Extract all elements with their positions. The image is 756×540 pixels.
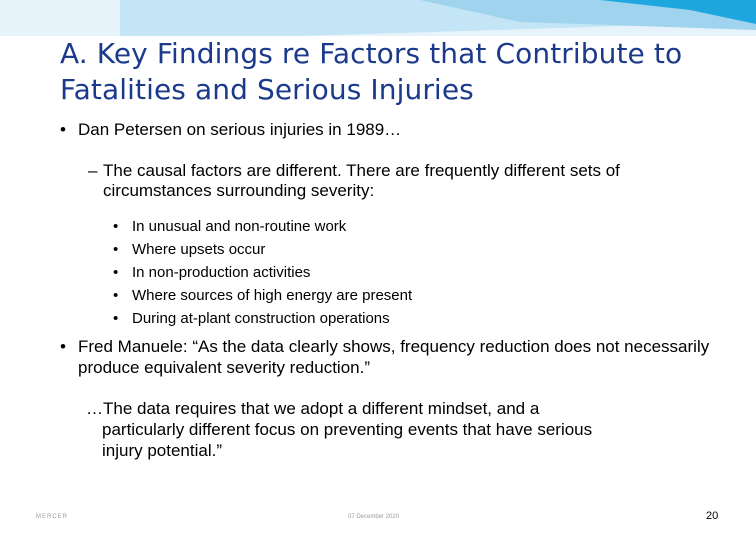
bullet-petersen bbox=[60, 120, 401, 140]
bullet-text: Fred Manuele: “As the data clearly shows, frequency reduction does not necessarily produce equivalent severity reduction.” bbox=[78, 337, 710, 377]
manuele-quote bbox=[86, 398, 706, 461]
bullet-marker: • bbox=[60, 337, 66, 356]
slide-title bbox=[60, 36, 750, 108]
quote-line-2: particularly different focus on preventing events that have serious bbox=[102, 420, 593, 439]
quote-line-1: …The data requires that we adopt a different mindset, and a bbox=[86, 399, 540, 418]
footer-date: 07 December 2020 bbox=[348, 514, 400, 520]
bullet-marker: • bbox=[113, 218, 119, 235]
list-item-text: Where upsets occur bbox=[132, 241, 266, 258]
list-item-text: In unusual and non-routine work bbox=[132, 218, 347, 235]
dash-marker: – bbox=[88, 161, 98, 180]
bullet-marker: • bbox=[60, 120, 66, 139]
footer-brand-logo: MERCER bbox=[36, 514, 69, 520]
quote-line-3: injury potential.” bbox=[102, 441, 223, 460]
bullet-text: Dan Petersen on serious injuries in 1989… bbox=[78, 120, 402, 139]
title-line-1: A. Key Findings re Factors that Contribute to bbox=[60, 37, 683, 70]
sub-bullet-text: The causal factors are different. There are frequently different sets of circumstances surrounding severity: bbox=[103, 161, 620, 200]
list-item-text: In non-production activities bbox=[132, 264, 311, 281]
bullet-marker: • bbox=[113, 241, 119, 258]
list-item-text: Where sources of high energy are present bbox=[132, 287, 413, 304]
list-item-text: During at-plant construction operations bbox=[132, 310, 390, 327]
title-line-2: Fatalities and Serious Injuries bbox=[60, 73, 474, 106]
bullet-marker: • bbox=[113, 287, 119, 304]
bullet-marker: • bbox=[113, 264, 119, 281]
banner-graphic bbox=[0, 0, 756, 36]
bullet-marker: • bbox=[113, 310, 119, 327]
header-banner bbox=[0, 0, 756, 36]
page-number: 20 bbox=[706, 510, 719, 522]
